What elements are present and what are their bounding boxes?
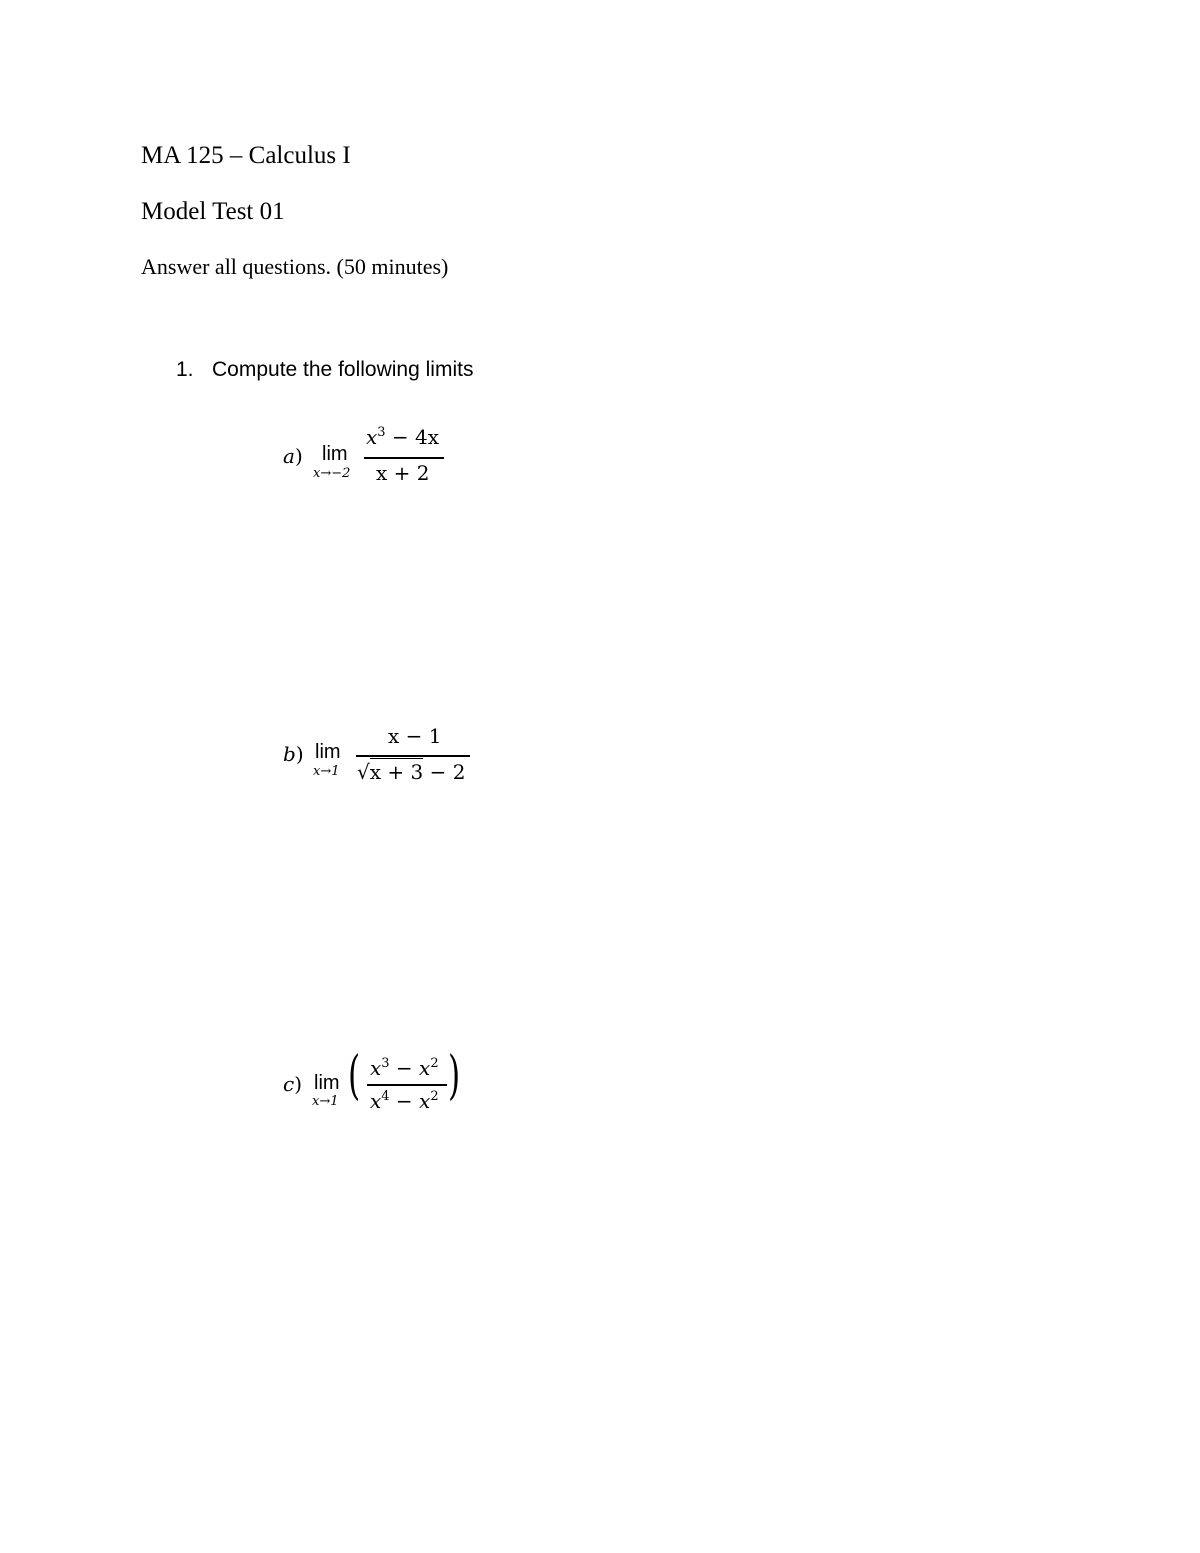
course-title: MA 125 – Calculus I <box>141 142 351 169</box>
test-title: Model Test 01 <box>141 198 285 225</box>
fraction-bar-c <box>367 1084 447 1086</box>
denominator-b: √x + 3 − 2 <box>357 760 466 784</box>
part-label-b: b) <box>283 742 304 766</box>
instructions: Answer all questions. (50 minutes) <box>141 254 449 279</box>
lim-operator-a: lim <box>322 443 348 465</box>
question-number: 1. <box>176 358 194 381</box>
denominator-c: $x^4 - x^2$ <box>370 1089 439 1113</box>
limit-subscript-a: x→−2 <box>313 466 351 481</box>
limit-subscript-b: x→1 <box>313 764 340 779</box>
denominator-a: x + 2 <box>376 461 430 485</box>
question-prompt: Compute the following limits <box>212 358 474 381</box>
limit-subscript-c: x→1 <box>312 1094 339 1109</box>
part-label-c: c) <box>283 1072 303 1096</box>
radical-sign: √ <box>357 760 370 784</box>
numerator-c: $x^3 - x^2$ <box>370 1056 439 1080</box>
fraction-bar-a <box>364 457 444 459</box>
left-paren: ( <box>348 1046 361 1106</box>
numerator-a: $x^3 - 4x$ <box>366 425 440 449</box>
radicand: x + 3 <box>369 760 424 784</box>
lim-operator-c: lim <box>314 1072 340 1094</box>
fraction-bar-b <box>356 755 470 757</box>
lim-operator-b: lim <box>315 741 341 763</box>
part-label-a: a) <box>283 444 303 468</box>
numerator-b: x − 1 <box>388 724 442 748</box>
right-paren: ) <box>448 1046 461 1106</box>
